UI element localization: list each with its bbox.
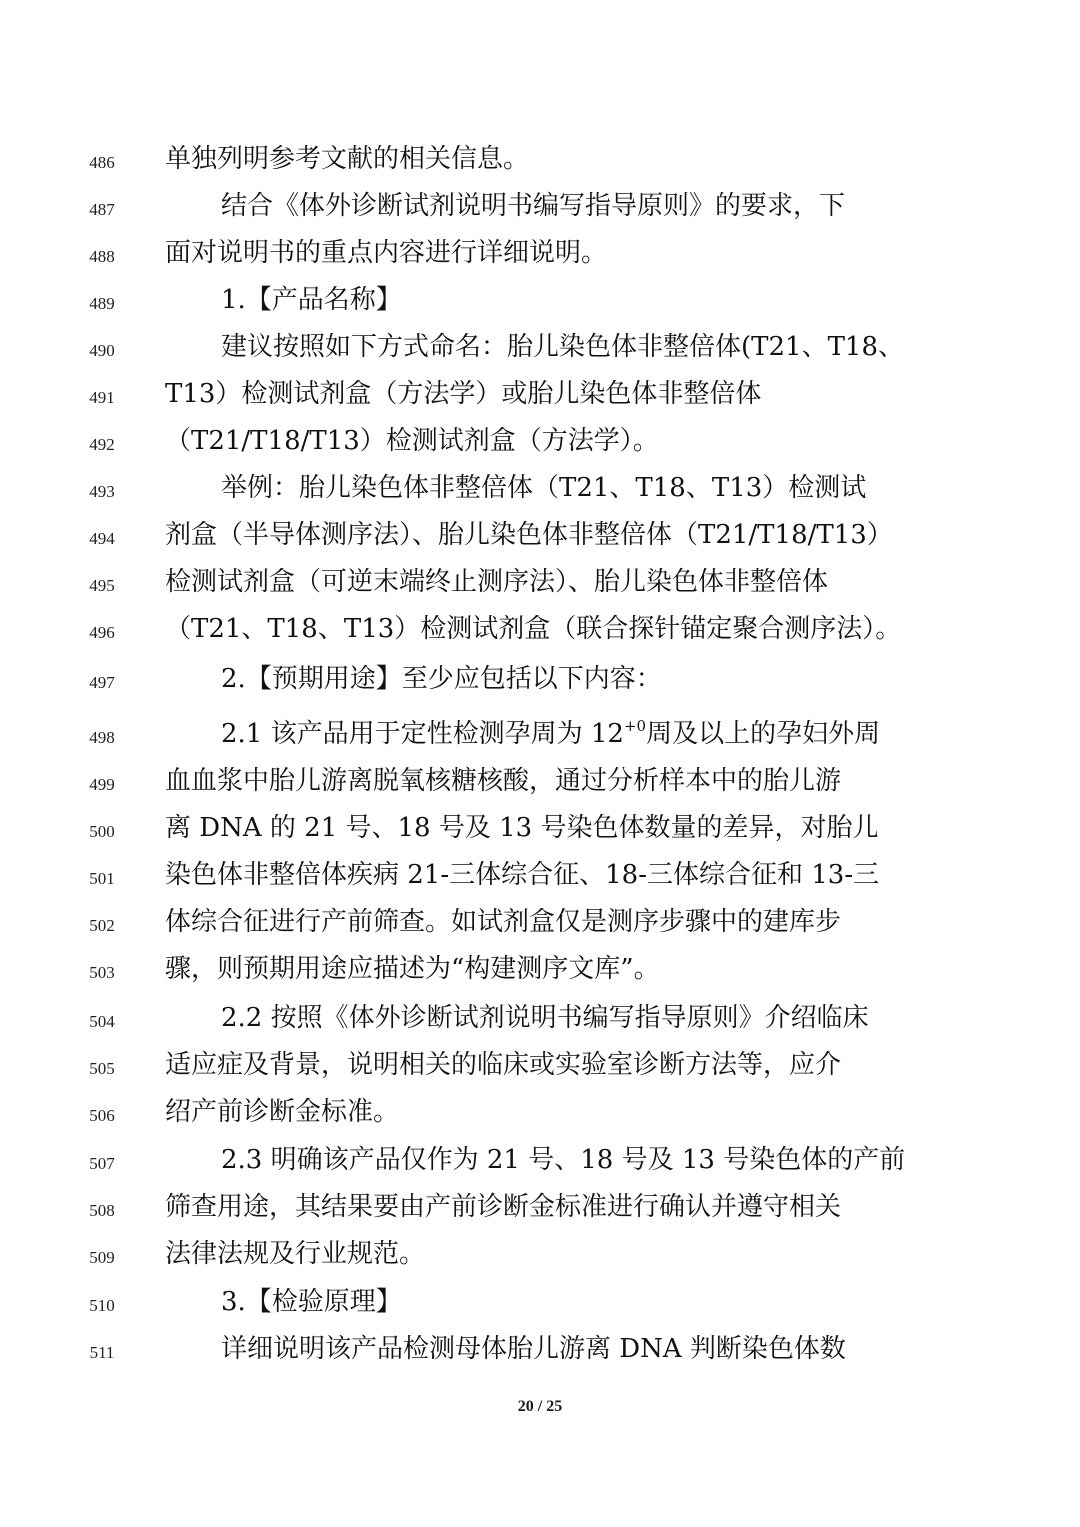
section-heading: 1.【产品名称】 (221, 285, 402, 315)
superscript: +0 (623, 717, 647, 735)
text-line (0, 277, 1080, 324)
text-line (0, 559, 1080, 606)
line-number: 503 (89, 963, 115, 982)
line-text: 体综合征进行产前筛查。如试剂盒仅是测序步骤中的建库步 (165, 907, 842, 937)
text-line (0, 1231, 1080, 1278)
text-line (0, 324, 1080, 371)
line-text: 适应症及背景，说明相关的临床或实验室诊断方法等，应介 (165, 1050, 842, 1080)
line-number: 488 (89, 247, 115, 266)
text-line (0, 230, 1080, 277)
line-number: 492 (89, 435, 115, 454)
text-line (0, 1089, 1080, 1136)
text-line (0, 183, 1080, 230)
line-number: 507 (89, 1154, 115, 1173)
line-text: 离 DNA 的 21 号、18 号及 13 号染色体数量的差异，对胎儿 (165, 813, 879, 843)
line-text: 检测试剂盒（可逆末端终止测序法）、胎儿染色体非整倍体 (165, 567, 829, 597)
text-line (0, 852, 1080, 899)
text-line (0, 418, 1080, 465)
line-text: （T21、T18、T13）检测试剂盒（联合探针锚定聚合测序法）。 (165, 614, 902, 644)
text-line (0, 995, 1080, 1042)
line-text: 2.3 明确该产品仅作为 21 号、18 号及 13 号染色体的产前 (221, 1145, 906, 1175)
line-text: 面对说明书的重点内容进行详细说明。 (165, 238, 608, 268)
line-number: 508 (89, 1201, 115, 1220)
line-number: 502 (89, 916, 115, 935)
text-line (0, 1137, 1080, 1184)
section-heading: 3.【检验原理】 (221, 1287, 402, 1317)
line-number: 511 (89, 1343, 115, 1362)
line-text: 单独列明参考文献的相关信息。 (165, 144, 530, 174)
line-number: 500 (89, 822, 115, 841)
line-number: 494 (89, 529, 115, 548)
text-line (0, 1184, 1080, 1231)
text-line (0, 1279, 1080, 1326)
line-text (221, 711, 925, 758)
text-line (0, 946, 1080, 993)
line-text: 血血浆中胎儿游离脱氧核糖核酸，通过分析样本中的胎儿游 (165, 766, 842, 796)
line-text: 剂盒（半导体测序法）、胎儿染色体非整倍体（T21/T18/T13） (165, 520, 893, 550)
text-line (0, 1326, 1080, 1373)
line-number: 495 (89, 576, 115, 595)
line-text: 绍产前诊断金标准。 (165, 1097, 400, 1127)
line-number: 493 (89, 482, 115, 501)
line-text: 骤，则预期用途应描述为“构建测序文库”。 (165, 954, 660, 984)
line-text: 举例：胎儿染色体非整倍体（T21、T18、T13）检测试 (221, 473, 867, 503)
text-line (0, 805, 1080, 852)
text-line (0, 1042, 1080, 1089)
line-number: 510 (89, 1296, 115, 1315)
line-text: 法律法规及行业规范。 (165, 1239, 426, 1269)
line-text: 建议按照如下方式命名：胎儿染色体非整倍体(T21、T18、 (221, 332, 904, 362)
section-heading: 2.【预期用途】至少应包括以下内容： (221, 664, 662, 694)
line-number: 501 (89, 869, 115, 888)
text-line (0, 371, 1080, 418)
line-number: 491 (89, 388, 115, 407)
line-number: 505 (89, 1059, 115, 1078)
text-line (0, 758, 1080, 805)
page-number-footer: 20 / 25 (517, 1398, 563, 1415)
line-number: 490 (89, 341, 115, 360)
line-text: 染色体非整倍体疾病 21-三体综合征、18-三体综合征和 13-三 (165, 860, 880, 890)
line-text-part: 2.1 该产品用于定性检测孕周为 12 (221, 719, 624, 749)
text-line (0, 136, 1080, 183)
line-number: 509 (89, 1248, 115, 1267)
line-number: 499 (89, 775, 115, 794)
line-number: 486 (89, 153, 115, 172)
text-line (0, 656, 1080, 703)
text-line (0, 465, 1080, 512)
text-line (0, 711, 1080, 758)
line-number: 504 (89, 1012, 115, 1031)
line-number: 498 (89, 728, 115, 747)
line-number: 487 (89, 200, 115, 219)
line-text: 筛查用途，其结果要由产前诊断金标准进行确认并遵守相关 (165, 1192, 842, 1222)
text-line (0, 606, 1080, 653)
text-line (0, 512, 1080, 559)
line-number: 497 (89, 673, 115, 692)
line-text: （T21/T18/T13）检测试剂盒（方法学）。 (165, 426, 659, 456)
line-number: 496 (89, 623, 115, 642)
line-text-part: 周及以上的孕妇外周 (646, 719, 881, 749)
text-line (0, 899, 1080, 946)
line-number: 506 (89, 1106, 115, 1125)
line-text: 2.2 按照《体外诊断试剂说明书编写指导原则》介绍临床 (221, 1003, 869, 1033)
line-text: 结合《体外诊断试剂说明书编写指导原则》的要求，下 (221, 191, 846, 221)
line-number: 489 (89, 294, 115, 313)
line-text: T13）检测试剂盒（方法学）或胎儿染色体非整倍体 (165, 379, 762, 409)
line-text: 详细说明该产品检测母体胎儿游离 DNA 判断染色体数 (221, 1334, 846, 1364)
